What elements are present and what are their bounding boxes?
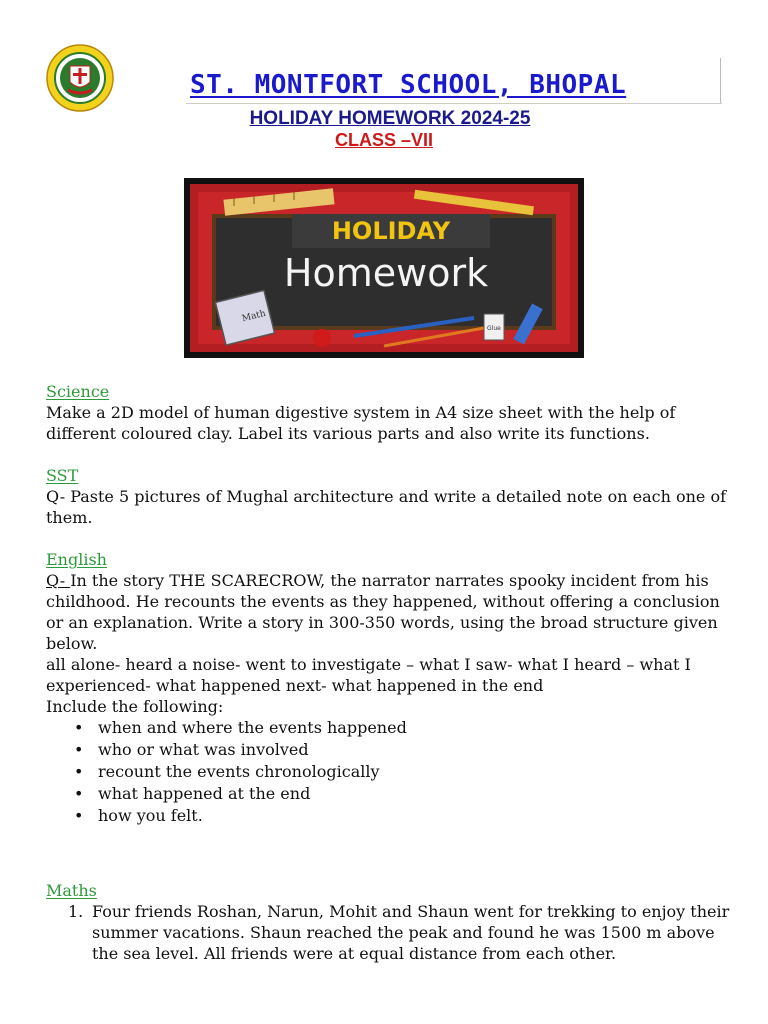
school-name: ST. MONTFORT SCHOOL, BHOPAL (190, 70, 627, 100)
english-q-text: In the story THE SCARECROW, the narrator narrates spooky incident from his childhood. He recounts the events as they happened, without offering a conclusion or an explanation. Write a story in 300-350 words, using the broad structure given below. (46, 571, 720, 653)
banner-book-label: Math (241, 308, 267, 325)
class-title (0, 130, 768, 151)
homework-title (0, 108, 768, 130)
school-logo (46, 44, 114, 112)
banner-glue-label: Glue (487, 325, 501, 332)
science-text: Make a 2D model of human digestive system in A4 size sheet with the help of different coloured clay. Label its various parts and also write its functions. (46, 403, 676, 443)
english-structure: all alone- heard a noise- went to investigate – what I saw- what I heard – what I experienced- what happened next- what happened in the end (46, 655, 691, 695)
list-item: • how you felt. (46, 805, 736, 827)
sst-text: Q- Paste 5 pictures of Mughal architecture and write a detailed note on each one of them. (46, 487, 726, 527)
sst-section (46, 465, 736, 528)
list-item (46, 901, 736, 964)
maths-section (46, 880, 736, 964)
header-rule-horizontal (186, 103, 722, 104)
science-section (46, 381, 736, 444)
homework-content (46, 381, 736, 964)
list-item: • what happened at the end (46, 783, 736, 805)
maths-item-text: Four friends Roshan, Narun, Mohit and Shaun went for trekking to enjoy their summer vacations. Shaun reached the peak and found he was 1500 m above the sea level. All friends were at equal distance from each other. (92, 902, 730, 963)
list-item: • who or what was involved (46, 739, 736, 761)
english-include: Include the following: (46, 697, 224, 716)
class-title-text: CLASS –VII (334, 130, 434, 150)
maths-heading: Maths (46, 881, 97, 900)
maths-list (46, 901, 736, 964)
english-question (46, 570, 736, 654)
maths-item-number: 1. (68, 902, 84, 921)
science-heading: Science (46, 382, 110, 401)
english-heading: English (46, 550, 107, 569)
english-bullet-list (46, 717, 736, 827)
list-item: • recount the events chronologically (46, 761, 736, 783)
banner-homework-text: Homework (283, 251, 489, 295)
sst-heading: SST (46, 466, 79, 485)
english-section (46, 549, 736, 827)
english-q-label: Q- (46, 571, 71, 590)
homework-title-text: HOLIDAY HOMEWORK 2024-25 (249, 108, 531, 129)
holiday-homework-banner (184, 178, 584, 358)
banner-holiday-text: HOLIDAY (331, 217, 451, 245)
header-rule-vertical (720, 58, 721, 104)
list-item: • when and where the events happened (46, 717, 736, 739)
